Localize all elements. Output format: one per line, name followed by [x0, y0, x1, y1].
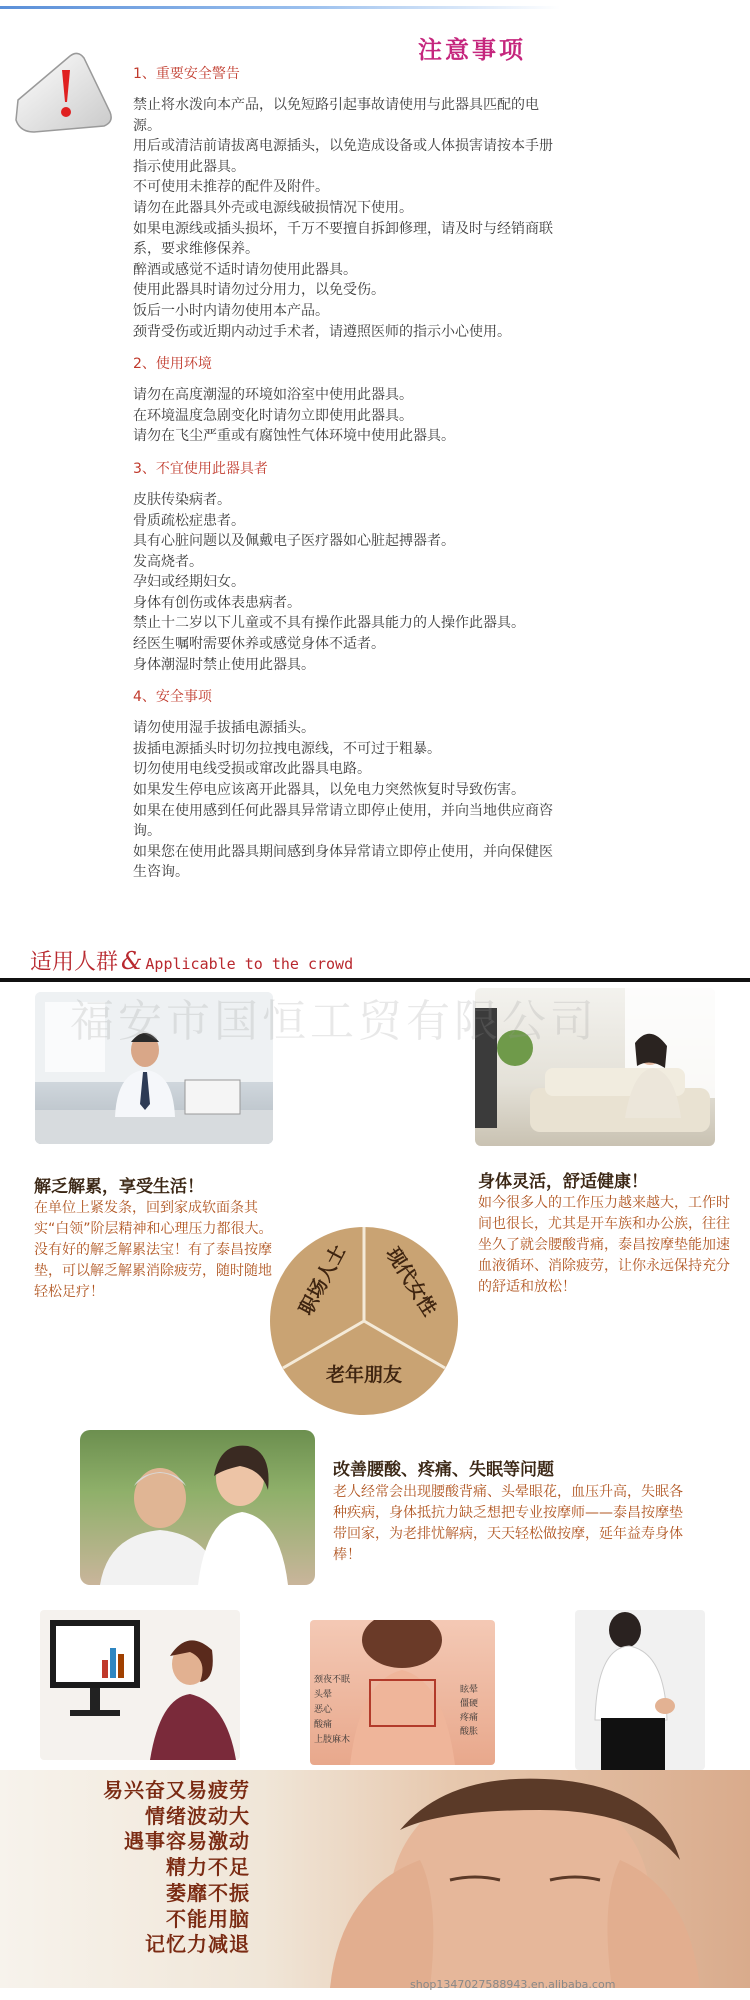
- notice-line: 具有心脏问题以及佩戴电子医疗器如心脏起搏器者。: [133, 533, 455, 550]
- notice-section: [133, 64, 553, 342]
- neck-pain-illustration: [310, 1620, 495, 1765]
- feature-text: 如今很多人的工作压力越来越大，工作时间也很长，尤其是开车族和办公族，往往坐久了就会腰酸背痛，泰昌按摩垫能加速血液循环、消除疲劳，让你永远保持充分的舒适和放松！: [478, 1195, 730, 1295]
- pie-label-women: 现代女性: [381, 1243, 441, 1320]
- notice-line: 请勿使用湿手拔插电源插头。: [133, 720, 315, 737]
- notice-section: [133, 459, 553, 675]
- notice-line: 如果您在使用此器具期间感到身体异常请立即停止使用，并向保健医生咨询。: [133, 843, 553, 881]
- notice-section: [133, 687, 553, 883]
- computer-fatigue-photo: [40, 1610, 240, 1760]
- section-heading: 3、不宜使用此器具者: [133, 460, 268, 477]
- notice-line: 请勿在飞尘严重或有腐蚀性气体环境中使用此器具。: [133, 428, 455, 445]
- target-group-diagram: [268, 1225, 460, 1417]
- neck-label: 恶心: [314, 1705, 333, 1715]
- neck-label: 上肢麻木: [314, 1735, 351, 1745]
- symptom-item: 情绪波动大: [145, 1803, 250, 1828]
- computer-fatigue-illustration: [40, 1610, 240, 1760]
- notice-line: 请勿在此器具外壳或电源线破损情况下使用。: [133, 199, 413, 216]
- crowd-section-title: [30, 945, 353, 976]
- neck-label: 酸胀: [460, 1727, 479, 1737]
- symptom-item: 易兴奋又易疲劳: [103, 1778, 250, 1802]
- notice-line: 禁止十二岁以下儿童或不具有操作此器具能力的人操作此器具。: [133, 615, 525, 632]
- shop-url: shop1347027588943.en.alibaba.com: [410, 1978, 616, 1991]
- notice-line: 如果在使用感到任何此器具异常请立即停止使用，并向当地供应商咨询。: [133, 802, 553, 840]
- section-heading: 1、重要安全警告: [133, 66, 240, 82]
- symptom-item: 萎靡不振: [166, 1880, 250, 1905]
- notice-line: 皮肤传染病者。: [133, 491, 231, 508]
- crowd-title-amp: &: [121, 947, 143, 975]
- notice-line: 不可使用未推荐的配件及附件。: [133, 179, 329, 196]
- symptom-item: 精力不足: [166, 1855, 250, 1880]
- company-watermark: 福安市国恒工贸有限公司: [70, 996, 598, 1047]
- neck-label: 僵硬: [460, 1699, 479, 1709]
- crowd-title-cn: 适用人群: [30, 950, 119, 975]
- feature-heading: 身体灵活，舒适健康！: [478, 1172, 648, 1192]
- neck-label: 头晕: [314, 1690, 333, 1700]
- notice-line: 身体有创伤或体表患病者。: [133, 594, 301, 611]
- feature-text: 老人经常会出现腰酸背痛、头晕眼花，血压升高，失眠各种疾病，身体抵抗力缺乏想把专业按摩师——泰昌按摩垫带回家，为老排忧解病，天天轻松做按摩，延年益寿身体棒！: [333, 1484, 683, 1563]
- neck-label: 眩晕: [460, 1685, 479, 1695]
- notice-line: 如果电源线或插头损坏，千万不要擅自拆卸修理，请及时与经销商联系，要求维修保养。: [133, 220, 553, 258]
- symptom-item: 遇事容易激动: [124, 1829, 250, 1854]
- section-divider: [0, 978, 750, 982]
- symptom-item: 记忆力减退: [145, 1932, 250, 1957]
- pie-label-elderly: 老年朋友: [325, 1364, 403, 1386]
- back-pain-photo: [575, 1610, 705, 1770]
- section-heading: 2、使用环境: [133, 356, 212, 373]
- notice-line: 在环境温度急剧变化时请勿立即使用此器具。: [133, 407, 413, 424]
- symptom-list: [20, 1778, 250, 1958]
- section-heading: 4、安全事项: [133, 689, 212, 706]
- elderly-couple-photo: [80, 1430, 315, 1585]
- neck-label: 颈夜不眠: [314, 1675, 351, 1685]
- elderly-couple-illustration: [80, 1430, 315, 1585]
- symptom-item: 不能用脑: [166, 1906, 250, 1931]
- notice-line: 醉酒或感觉不适时请勿使用此器具。: [133, 261, 357, 278]
- notice-line: 颈背受伤或近期内动过手术者，请遵照医师的指示小心使用。: [133, 323, 511, 340]
- neck-pain-photo: [310, 1620, 495, 1765]
- feature-heading: 改善腰酸、疼痛、失眠等问题: [333, 1460, 554, 1480]
- notice-line: 切勿使用电线受损或窜改此器具电路。: [133, 761, 371, 778]
- notice-line: 拔插电源插头时切勿拉拽电源线，不可过于粗暴。: [133, 740, 441, 757]
- notice-body: [133, 64, 553, 895]
- back-pain-illustration: [575, 1610, 705, 1770]
- neck-label: 酸痛: [314, 1720, 333, 1730]
- notice-line: 用后或清洁前请拔离电源插头，以免造成设备或人体损害请按本手册指示使用此器具。: [133, 138, 553, 175]
- notice-line: 饭后一小时内请勿使用本产品。: [133, 302, 329, 319]
- feature-heading: 解乏解累，享受生活！: [34, 1177, 204, 1197]
- notice-line: 使用此器具时请勿过分用力，以免受伤。: [133, 282, 385, 299]
- notice-title: 注意事项: [418, 36, 526, 64]
- notice-line: 如果发生停电应该离开此器具，以免电力突然恢复时导致伤害。: [133, 782, 525, 799]
- crowd-title-en: Applicable to the crowd: [145, 955, 354, 973]
- notice-line: 请勿在高度潮湿的环境如浴室中使用此器具。: [133, 387, 413, 404]
- notice-line: 身体潮湿时禁止使用此器具。: [133, 656, 315, 673]
- notice-line: 骨质疏松症患者。: [133, 512, 245, 529]
- notice-line: 发高烧者。: [133, 553, 203, 570]
- notice-line: 禁止将水泼向本产品，以免短路引起事故请使用与此器具匹配的电源。: [133, 97, 539, 134]
- notice-line: 经医生嘱咐需要休养或感觉身体不适者。: [133, 636, 385, 653]
- notice-section: [133, 354, 553, 447]
- feature-text: 在单位上紧发条，回到家成软面条其实“白领”阶层精神和心理压力都很大。没有好的解乏解累法宝！有了泰昌按摩垫，可以解乏解累消除疲劳，随时随地轻松足疗！: [34, 1200, 273, 1300]
- top-accent-line: [0, 6, 560, 9]
- pie-label-workers: 职场人士: [295, 1241, 351, 1319]
- notice-line: 孕妇或经期妇女。: [133, 574, 245, 591]
- neck-label: 疼痛: [460, 1713, 479, 1723]
